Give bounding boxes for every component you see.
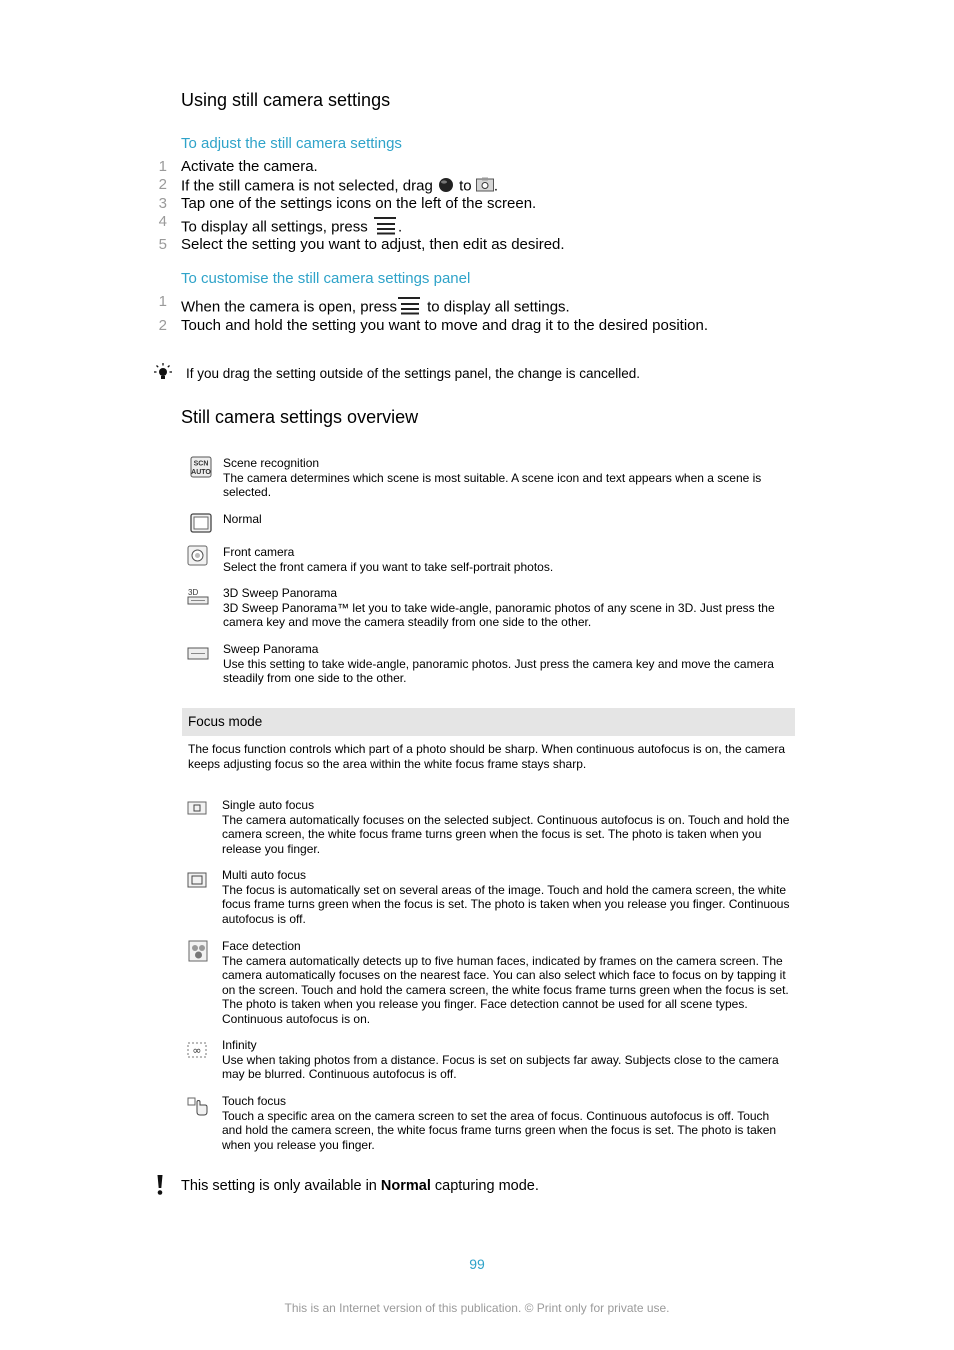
normal-mode-icon <box>190 512 216 534</box>
scene-recognition-icon <box>190 456 216 478</box>
mode-text <box>223 456 793 500</box>
note-text: This setting is only available in <box>181 1178 377 1194</box>
step-text: If the still camera is not selected, drag <box>181 177 433 195</box>
focus-title: Infinity <box>222 1038 257 1052</box>
svg-text:SCN: SCN <box>193 460 209 468</box>
procedure-title-adjust: To adjust the still camera settings <box>181 135 402 152</box>
note-bold-normal: Normal <box>380 1178 431 1194</box>
step-number: 5 <box>158 236 167 253</box>
mode-description: The camera determines which scene is most suitable. A scene icon and text appears when a scene is selected. <box>223 470 762 499</box>
step-number: 2 <box>158 317 167 334</box>
availability-note <box>181 1178 539 1194</box>
step-text: to <box>459 177 472 195</box>
step-1 <box>158 158 318 176</box>
footer-notice: This is an Internet version of this publication. © Print only for private use. <box>284 1301 670 1315</box>
step-5 <box>158 236 565 254</box>
mode-text <box>223 512 793 527</box>
focus-description: The camera automatically focuses on the selected subject. Continuous autofocus is on. Touch and hold the camera screen, the white focus frame turns green when the focus is set. The photo is taken when you release you finger. <box>222 812 790 856</box>
front-camera-icon <box>187 545 213 567</box>
step-number: 3 <box>158 195 167 212</box>
single-auto-focus-icon <box>186 798 212 820</box>
step-text: . <box>397 218 403 236</box>
focus-title: Single auto focus <box>222 798 315 812</box>
step-text: To display all settings, press <box>181 218 368 236</box>
mode-title: Sweep Panorama <box>223 642 319 656</box>
mode-title: Normal <box>223 512 262 526</box>
step-text: Tap one of the settings icons on the left of the screen. <box>181 195 537 212</box>
focus-text <box>222 1038 792 1082</box>
mode-title: Scene recognition <box>223 456 320 470</box>
focus-description: Touch a specific area on the camera screen to set the area of focus. Continuous autofocus is off. Touch and hold the camera screen, the white focus frame turns green when the focus is set. The photo is taken when you release you finger. <box>222 1108 777 1152</box>
step-text: . <box>493 177 498 195</box>
step-number: 1 <box>158 293 167 310</box>
focus-description: The camera automatically detects up to five human faces, indicated by frames on the camera screen. The camera automatically focuses on the nearest face. You can also select which face to focus on by tapping it on the screen. Touch and hold the camera screen, the white focus frame turns green when the focus is set. The photo is taken when you release you finger. Face detection cannot be used for all scene types. Continuous autofocus is on. <box>222 953 789 1026</box>
mode-description: Select the front camera if you want to take self-portrait photos. <box>223 559 554 574</box>
svg-text:3D: 3D <box>188 588 199 597</box>
focus-text <box>222 939 792 1026</box>
mode-description: Use this setting to take wide-angle, panoramic photos. Just press the camera key and move the camera steadily from one side to the other. <box>223 656 774 685</box>
infinity-focus-icon <box>186 1038 212 1060</box>
face-detection-icon <box>186 939 212 961</box>
page-number: 99 <box>469 1256 485 1272</box>
step-text: When the camera is open, press <box>181 298 397 316</box>
focus-description: The focus is automatically set on several areas of the image. Touch and hold the camera screen, the white focus frame turns green when the focus is set. The photo is taken when you release you finger. Continuous autofocus is off. <box>222 882 790 926</box>
focus-text <box>222 1094 792 1152</box>
tip-text: If you drag the setting outside of the settings panel, the change is cancelled. <box>186 366 641 381</box>
focus-title: Touch focus <box>222 1094 287 1108</box>
camera-mode-slider-icon <box>437 176 455 197</box>
still-camera-icon <box>476 177 494 197</box>
step-number: 2 <box>158 176 167 193</box>
step-text: Touch and hold the setting you want to move and drag it to the desired position. <box>181 317 709 334</box>
3d-sweep-panorama-icon <box>186 586 212 608</box>
focus-title: Face detection <box>222 939 301 953</box>
focus-text <box>222 868 792 926</box>
step-2 <box>158 317 721 335</box>
step-2 <box>158 176 498 197</box>
mode-title: Front camera <box>223 545 295 559</box>
mode-text <box>223 586 793 630</box>
step-number: 4 <box>158 213 167 230</box>
sweep-panorama-icon <box>186 642 212 664</box>
svg-text:AUTO: AUTO <box>191 469 211 476</box>
focus-intro: The focus function controls which part of a photo should be sharp. When continuous autofocus is on, the camera keeps adjusting focus so the area within the white focus frame stays sharp. <box>188 742 786 771</box>
focus-mode-title: Focus mode <box>188 714 263 729</box>
procedure-title-customise: To customise the still camera settings panel <box>181 270 471 287</box>
mode-title: 3D Sweep Panorama <box>223 586 338 600</box>
section-heading-overview: Still camera settings overview <box>181 407 419 427</box>
touch-focus-icon <box>186 1094 212 1116</box>
warning-icon <box>155 1174 165 1201</box>
tip-icon <box>152 362 174 389</box>
step-text: to display all settings. <box>427 298 570 316</box>
step-3 <box>158 195 537 213</box>
mode-text <box>223 642 793 686</box>
step-text: Select the setting you want to adjust, then edit as desired. <box>181 236 565 253</box>
mode-text <box>223 545 793 574</box>
step-text: Activate the camera. <box>181 158 318 175</box>
section-heading-using-settings: Using still camera settings <box>181 90 391 110</box>
focus-description: Use when taking photos from a distance. Focus is set on subjects far away. Subjects close to the camera may be blurred. Continuous autofocus is off. <box>222 1052 779 1081</box>
svg-text:∞: ∞ <box>192 1044 202 1057</box>
note-text: capturing mode. <box>434 1178 539 1194</box>
focus-text <box>222 798 792 856</box>
multi-auto-focus-icon <box>186 868 212 890</box>
focus-mode-header <box>182 708 795 736</box>
focus-title: Multi auto focus <box>222 868 307 882</box>
mode-description: 3D Sweep Panorama™ let you to take wide-angle, panoramic photos of any scene in 3D. Just press the camera key and move the camera steadily from one side to the other. <box>223 600 775 629</box>
step-number: 1 <box>158 158 167 175</box>
